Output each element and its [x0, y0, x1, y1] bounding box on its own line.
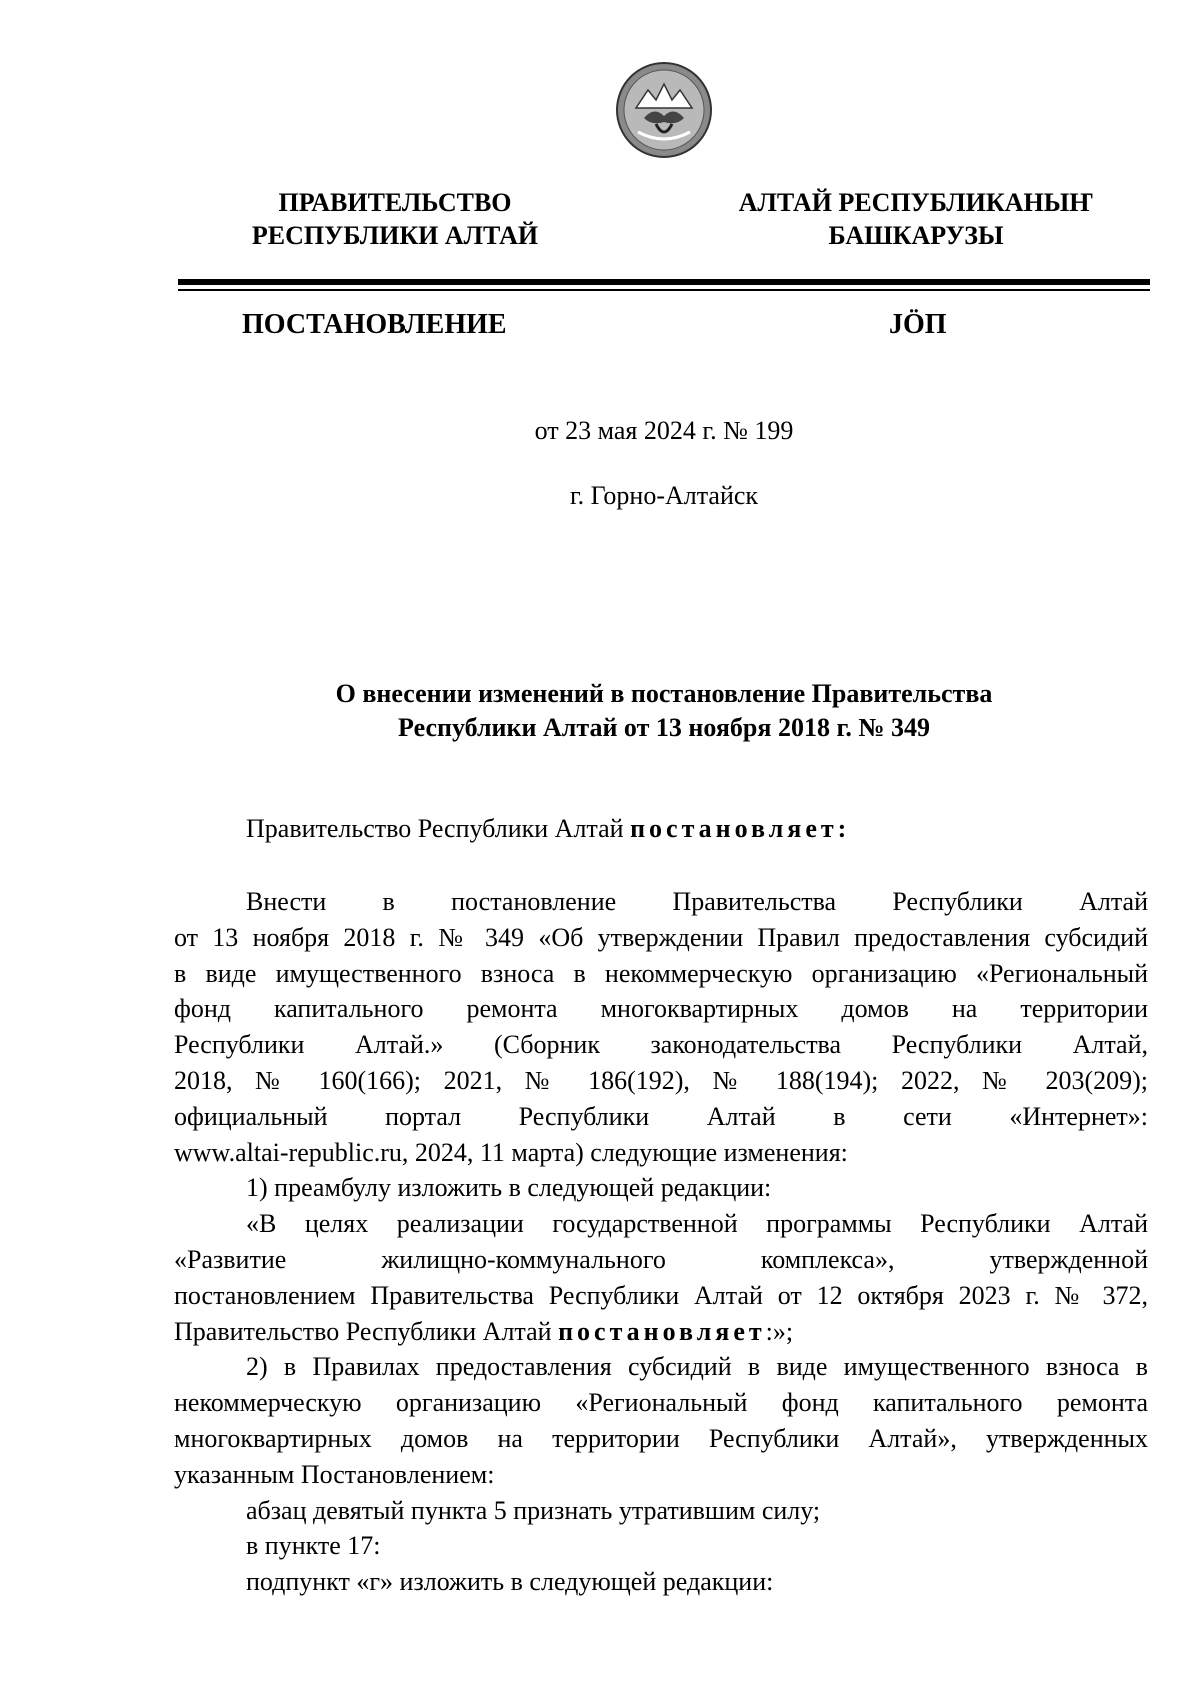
body-line: в виде имущественного взноса в некоммерческую организацию «Региональный	[174, 958, 1148, 988]
body-line: Внести в постановление Правительства Республики Алтай	[246, 887, 1148, 916]
enacting-emphasis: постановляет:	[630, 814, 851, 843]
doc-type-russian: ПОСТАНОВЛЕНИЕ	[242, 309, 507, 340]
doc-type-altai: JӦП	[889, 309, 947, 340]
document-body	[174, 884, 1148, 1600]
coat-of-arms-emblem	[614, 60, 714, 160]
quote-end-text: Правительство Республики Алтай	[174, 1316, 559, 1346]
body-line: 2018, № 160(166); 2021, № 186(192), № 188(194); 2022, № 203(209);	[174, 1065, 1148, 1095]
org-name-line: РЕСПУБЛИКИ АЛТАЙ	[251, 221, 539, 250]
quote-end-tail: :»;	[765, 1316, 794, 1346]
body-line: Республики Алтай.» (Сборник законодательства Республики Алтай,	[174, 1030, 1148, 1060]
org-name-russian	[215, 186, 575, 252]
city-line: г. Горно-Алтайск	[569, 481, 759, 510]
body-line: подпункт «г» изложить в следующей редакции:	[246, 1567, 774, 1597]
body-line	[174, 1314, 1148, 1350]
body-line: указанным Постановлением:	[174, 1459, 495, 1489]
body-line: 1) преамбулу изложить в следующей редакции:	[246, 1173, 772, 1203]
org-name-line: ПРАВИТЕЛЬСТВО	[278, 188, 512, 217]
body-line: постановлением Правительства Республики Алтай от 12 октября 2023 г. № 372,	[174, 1280, 1148, 1310]
org-name-line: БАШКАРУЗЫ	[828, 221, 1004, 250]
body-line: многоквартирных домов на территории Республики Алтай», утвержденных	[174, 1423, 1148, 1453]
org-name-line: АЛТАЙ РЕСПУБЛИКАНЫҤ	[738, 188, 1094, 217]
body-line: «В целях реализации государственной программы Республики Алтай	[246, 1209, 1148, 1239]
body-line: официальный портал Республики Алтай в сети «Интернет»:	[174, 1101, 1148, 1131]
header-divider-thick	[178, 279, 1150, 285]
org-name-altai	[726, 186, 1106, 252]
body-line: «Развитие жилищно-коммунального комплекса», утвержденной	[174, 1244, 1148, 1274]
document-title	[178, 677, 1150, 745]
body-line: от 13 ноября 2018 г. № 349 «Об утверждении Правил предоставления субсидий	[174, 922, 1148, 952]
body-line: в пункте 17:	[246, 1531, 381, 1561]
body-line: абзац девятый пункта 5 признать утратившим силу;	[246, 1495, 821, 1525]
title-line: Республики Алтай от 13 ноября 2018 г. № 349	[398, 713, 930, 742]
body-line: 2) в Правилах предоставления субсидий в виде имущественного взноса в	[246, 1352, 1148, 1382]
header-divider-thin	[178, 289, 1150, 291]
body-line: www.altai-republic.ru, 2024, 11 марта) следующие изменения:	[174, 1137, 848, 1167]
body-line: фонд капитального ремонта многоквартирных домов на территории	[174, 994, 1148, 1024]
title-line: О внесении изменений в постановление Правительства	[335, 679, 993, 708]
date-number-line: от 23 мая 2024 г. № 199	[534, 416, 794, 445]
body-line: некоммерческую организацию «Региональный фонд капитального ремонта	[174, 1388, 1148, 1418]
enacting-text: Правительство Республики Алтай	[246, 814, 631, 843]
enacting-clause	[246, 812, 850, 846]
quote-end-emphasis: постановляет	[558, 1316, 766, 1346]
